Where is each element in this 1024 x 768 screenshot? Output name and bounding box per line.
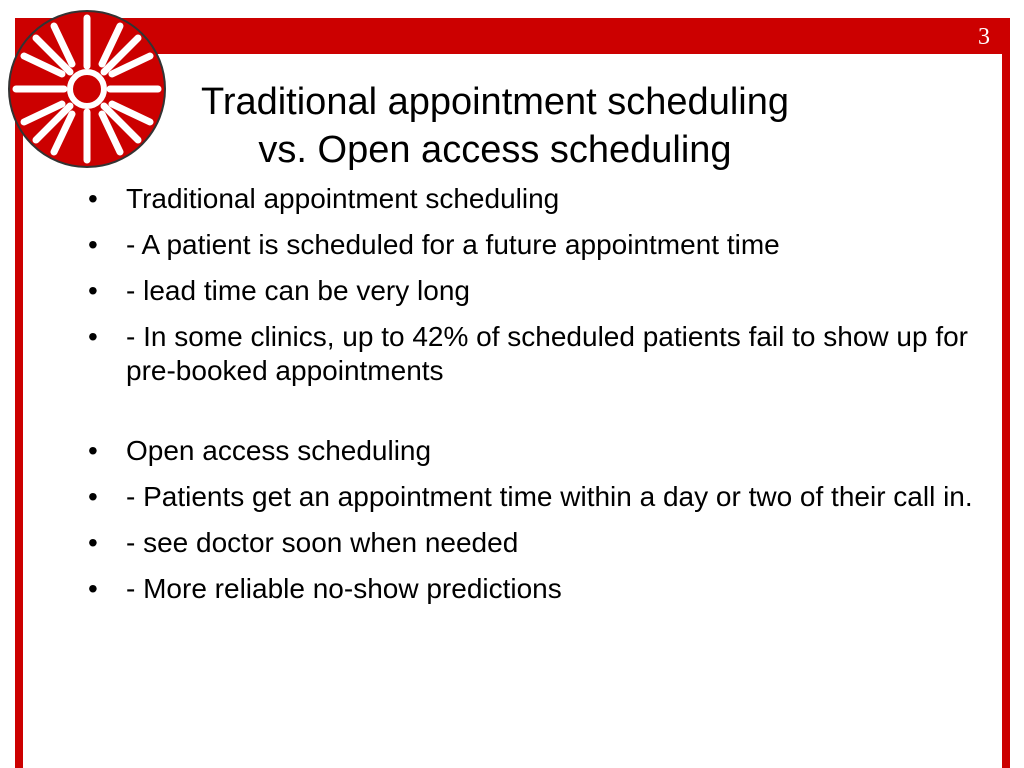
right-frame-bar	[1002, 54, 1010, 768]
bullet-item: • - Patients get an appointment time within a day or two of their call in.	[88, 480, 988, 514]
bullet-item: • - In some clinics, up to 42% of scheduled patients fail to show up for pre-booked appointments	[88, 320, 988, 388]
slide-title	[150, 78, 840, 174]
bullet-item: • - see doctor soon when needed	[88, 526, 988, 560]
bullet-item: • - A patient is scheduled for a future appointment time	[88, 228, 988, 262]
bullet-item: • - lead time can be very long	[88, 274, 988, 308]
bullet-list	[88, 182, 988, 618]
sunburst-logo-icon	[4, 6, 170, 172]
title-line-2: vs. Open access scheduling	[258, 129, 732, 171]
bullet-item: • Open access scheduling	[88, 434, 988, 468]
slide-number: 3	[978, 24, 990, 50]
bullet-item: • Traditional appointment scheduling	[88, 182, 988, 216]
bullet-item: • - More reliable no-show predictions	[88, 572, 988, 606]
title-line-1: Traditional appointment scheduling	[201, 81, 789, 123]
